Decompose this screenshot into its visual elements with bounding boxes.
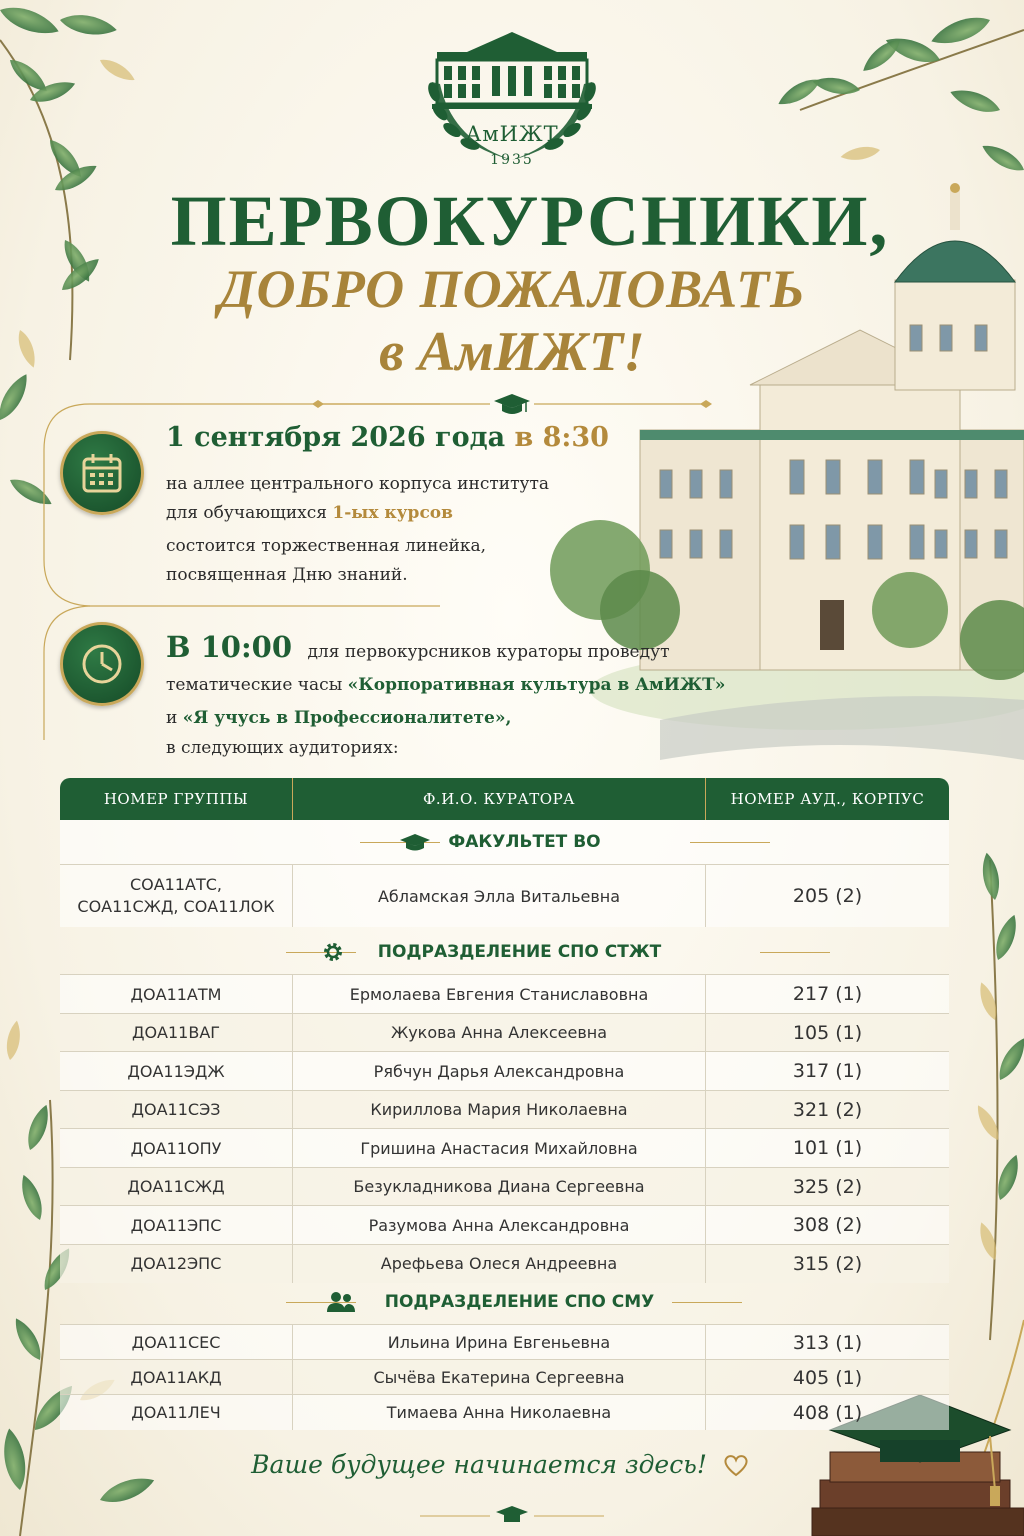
table-row bbox=[60, 1051, 949, 1091]
section-spo-stzht bbox=[60, 930, 949, 974]
block2-line-2 bbox=[166, 675, 725, 695]
footer-divider bbox=[420, 1506, 604, 1522]
section-title: ФАКУЛЬТЕТ ВО bbox=[448, 832, 601, 852]
section-title: ПОДРАЗДЕЛЕНИЕ СПО СТЖТ bbox=[377, 942, 662, 962]
room-cell: 321 (2) bbox=[792, 1098, 863, 1121]
group-cell: ДОА11СЖД bbox=[127, 1177, 225, 1197]
room-cell: 313 (1) bbox=[792, 1331, 863, 1354]
university-building-logo-icon bbox=[412, 22, 612, 172]
title-line-3: в АмИЖТ! bbox=[379, 321, 645, 383]
table-row bbox=[60, 864, 949, 927]
table-row bbox=[60, 1090, 949, 1130]
table-row bbox=[60, 1324, 949, 1360]
group-cell: ДОА11АКД bbox=[130, 1368, 222, 1387]
group-cell: ДОА11ЭДЖ bbox=[127, 1061, 225, 1081]
clock-badge bbox=[60, 622, 144, 706]
curator-cell: Безукладникова Диана Сергеевна bbox=[353, 1177, 645, 1197]
curator-cell: Кириллова Мария Николаевна bbox=[370, 1100, 628, 1120]
group-line-2: СОА11СЖД, СОА11ЛОК bbox=[77, 897, 275, 916]
curator-cell: Ермолаева Евгения Станиславовна bbox=[349, 984, 649, 1004]
room-cell: 217 (1) bbox=[792, 983, 863, 1006]
block2-line-1-text: для первокурсников кураторы проведут bbox=[307, 642, 670, 662]
curator-cell: Сычёва Екатерина Сергеевна bbox=[373, 1368, 625, 1387]
table-row bbox=[60, 1394, 949, 1430]
group-cell: ДОА12ЭПС bbox=[130, 1254, 222, 1274]
course-highlight: 1-ых курсов bbox=[332, 503, 453, 523]
table-row bbox=[60, 1167, 949, 1207]
section-title: ПОДРАЗДЕЛЕНИЕ СПО СМУ bbox=[384, 1292, 655, 1312]
curator-cell: Жукова Анна Алексеевна bbox=[390, 1023, 608, 1043]
calendar-icon bbox=[80, 451, 124, 495]
group-cell: ДОА11ВАГ bbox=[131, 1023, 221, 1043]
block2-line-2-text: тематические часы bbox=[166, 675, 343, 695]
room-cell: 315 (2) bbox=[792, 1252, 863, 1275]
curator-cell: Ильина Ирина Евгеньевна bbox=[387, 1333, 611, 1352]
table-row bbox=[60, 1244, 949, 1284]
header-curator: Ф.И.О. КУРАТОРА bbox=[422, 790, 576, 808]
table-row bbox=[60, 1013, 949, 1053]
room-cell: 105 (1) bbox=[792, 1021, 863, 1044]
table-row bbox=[60, 1205, 949, 1245]
block1-line-3: состоится торжественная линейка, bbox=[166, 536, 487, 556]
block1-line-2-text: для обучающихся bbox=[166, 503, 328, 523]
room-cell: 101 (1) bbox=[792, 1137, 863, 1160]
room-cell: 317 (1) bbox=[792, 1060, 863, 1083]
block1-line-1: на аллее центрального корпуса института bbox=[166, 474, 550, 494]
section-spo-smu bbox=[60, 1280, 949, 1324]
curator-cell: Абламская Элла Витальевна bbox=[377, 886, 621, 906]
group-cell: ДОА11СЭЗ bbox=[131, 1100, 221, 1120]
room-cell: 205 (2) bbox=[792, 885, 863, 907]
graduation-cap-icon bbox=[492, 392, 532, 418]
block2-line-1 bbox=[166, 630, 670, 664]
heart-icon bbox=[723, 1453, 749, 1477]
block1-line-2 bbox=[166, 503, 453, 523]
table-row bbox=[60, 1128, 949, 1168]
calendar-badge bbox=[60, 431, 144, 515]
curator-cell: Рябчун Дарья Александровна bbox=[373, 1061, 625, 1081]
room-cell: 405 (1) bbox=[792, 1366, 863, 1389]
room-cell: 325 (2) bbox=[792, 1175, 863, 1198]
curator-cell: Гришина Анастасия Михайловна bbox=[360, 1138, 638, 1158]
logo-year: 1935 bbox=[490, 152, 534, 168]
curator-cell: Разумова Анна Александровна bbox=[368, 1215, 630, 1235]
logo bbox=[412, 22, 612, 172]
title-line-2: ДОБРО ПОЖАЛОВАТЬ bbox=[218, 259, 806, 319]
slogan-text: Ваше будущее начинается здесь! bbox=[251, 1450, 707, 1479]
curator-cell: Тимаева Анна Николаевна bbox=[386, 1403, 612, 1422]
header-group: НОМЕР ГРУППЫ bbox=[103, 790, 249, 808]
event-time-text: в 8:30 bbox=[514, 422, 609, 453]
title-line-1: ПЕРВОКУРСНИКИ, bbox=[170, 181, 890, 261]
group-cell bbox=[60, 865, 292, 927]
session-time: В 10:00 bbox=[166, 630, 293, 664]
footer-slogan bbox=[0, 1450, 1000, 1479]
leaves-top-right bbox=[775, 11, 1024, 177]
header-room: НОМЕР АУД., КОРПУС bbox=[730, 790, 925, 808]
section-faculty-vo bbox=[60, 820, 949, 864]
block2-line-4: в следующих аудиториях: bbox=[166, 738, 399, 758]
group-cell: ДОА11ЛЕЧ bbox=[131, 1403, 221, 1422]
table-row bbox=[60, 1359, 949, 1395]
room-cell: 408 (1) bbox=[792, 1401, 863, 1424]
table-row bbox=[60, 974, 949, 1014]
logo-name: АмИЖТ bbox=[465, 122, 559, 146]
topic-1: «Корпоративная культура в АмИЖТ» bbox=[347, 675, 726, 695]
group-cell: ДОА11СЕС bbox=[131, 1333, 221, 1352]
event-date-text: 1 сентября 2026 года bbox=[166, 422, 506, 453]
topic-2: «Я учусь в Профессионалитете», bbox=[182, 708, 512, 728]
block2-line-3 bbox=[166, 708, 511, 728]
block1-line-4: посвященная Дню знаний. bbox=[166, 565, 408, 585]
group-cell: ДОА11ОПУ bbox=[130, 1138, 222, 1158]
group-cell: ДОА11АТМ bbox=[130, 984, 222, 1004]
table-header bbox=[60, 778, 949, 820]
block2-line-3-text: и bbox=[166, 708, 178, 728]
room-cell: 308 (2) bbox=[792, 1214, 863, 1237]
event-date bbox=[166, 422, 609, 453]
group-cell: ДОА11ЭПС bbox=[130, 1215, 222, 1235]
group-line-1: СОА11АТС, bbox=[129, 875, 223, 894]
curator-cell: Арефьева Олеся Андреевна bbox=[380, 1254, 618, 1274]
clock-icon bbox=[80, 642, 124, 686]
